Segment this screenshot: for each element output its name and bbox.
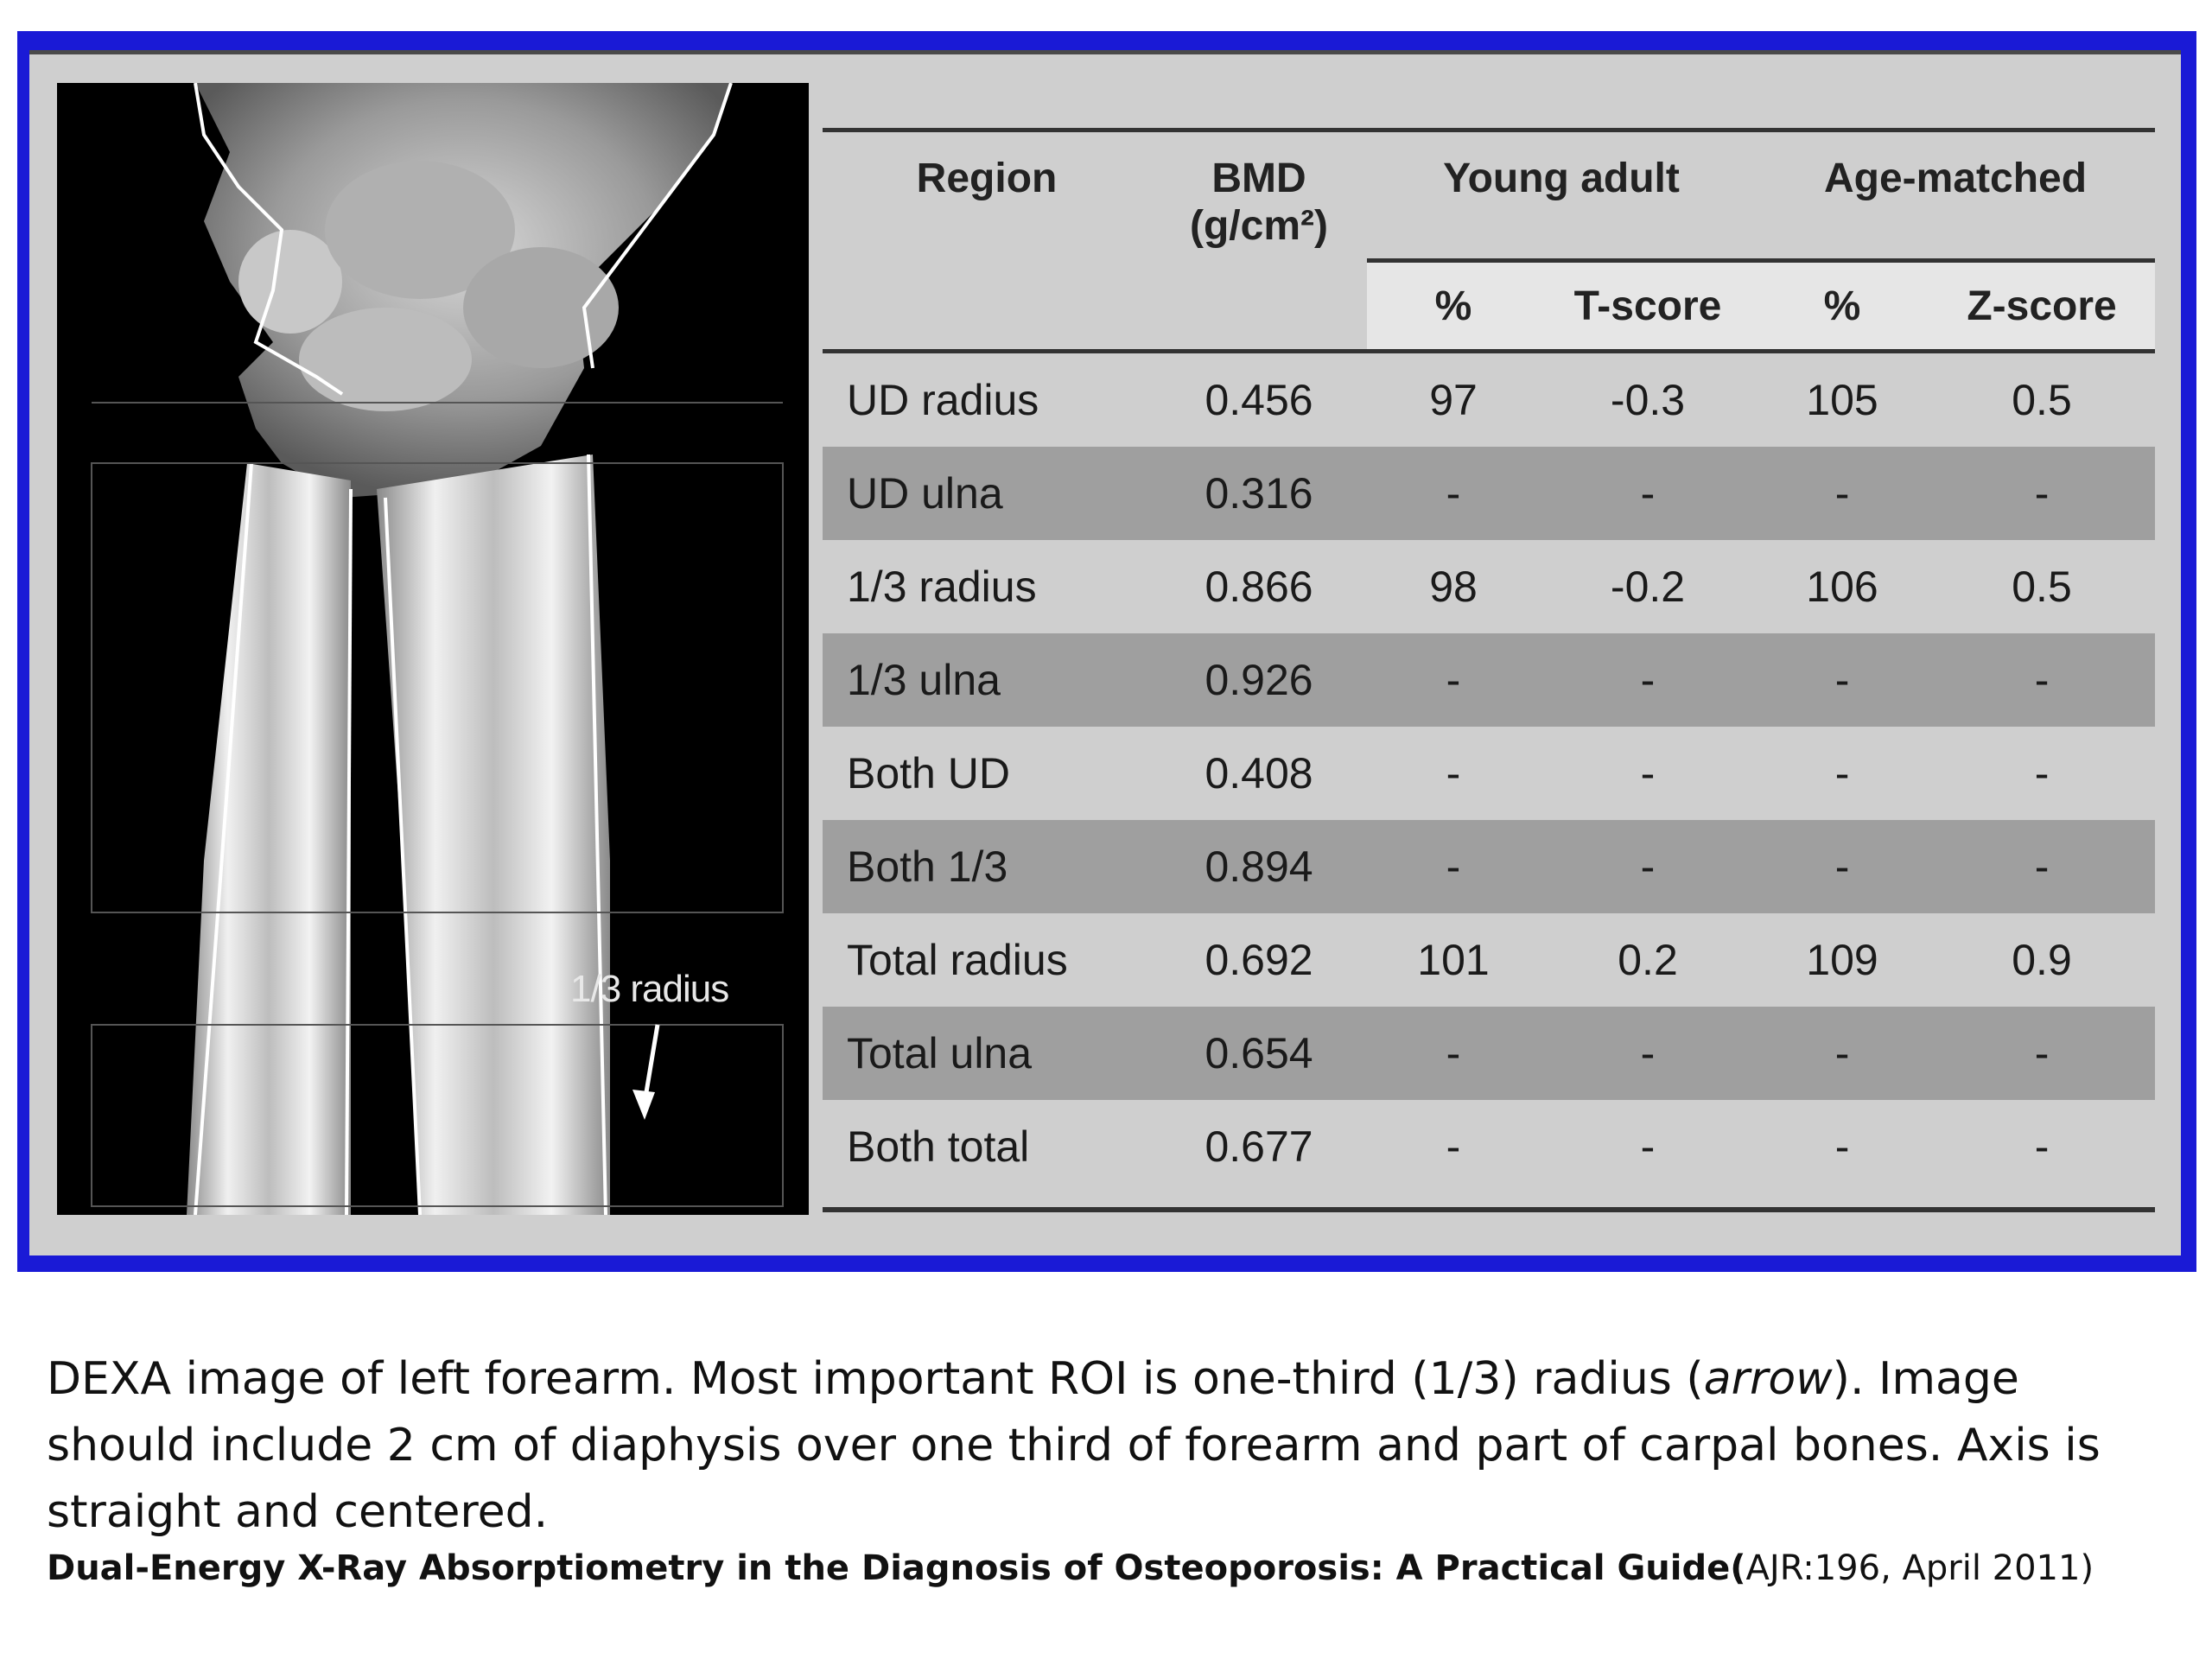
cell-ya-pct: - [1446,1122,1461,1171]
cell-tscore: - [1540,1007,1756,1100]
header-bmd-units: (g/cm²) [1190,203,1328,249]
cell-region: UD radius [847,376,1039,424]
caption-text-cont: ). Image should include 2 cm of diaphysis over one third of forearm and part of carpal bones. Axis is straight and centered. [47,1353,2101,1538]
header-zscore: Z-score [1929,261,2155,350]
cell-region: Both total [847,1122,1030,1171]
table-row [823,447,2155,540]
cell-region: Both UD [847,749,1010,798]
cell-ya-pct: - [1367,1007,1540,1100]
one-third-radius-label: 1/3 radius [570,968,729,1010]
source-citation [47,1548,2190,1588]
cell-zscore: - [1929,447,2155,540]
cell-am-pct: 109 [1806,936,1878,984]
header-age-pct: % [1756,261,1929,350]
table-row [823,913,2155,1007]
cell-am-pct: - [1834,1122,1850,1171]
cell-am-pct: - [1756,447,1929,540]
cell-am-pct: - [1756,820,1929,913]
header-tscore: T-score [1540,261,1756,350]
cell-region: 1/3 ulna [823,633,1151,727]
cell-am-pct: - [1756,633,1929,727]
table-row [823,820,2155,913]
cell-region: UD ulna [823,447,1151,540]
citation-title: Dual-Energy X-Ray Absorptiometry in the Diagnosis of Osteoporosis: A Practical Guide( [47,1548,1746,1588]
cell-bmd: 0.926 [1151,633,1367,727]
cell-am-pct: - [1756,1007,1929,1100]
header-bmd-line1: BMD [1211,156,1306,201]
cell-bmd: 0.866 [1205,563,1313,611]
table-bottom-rule [823,1207,2155,1212]
cell-bmd: 0.456 [1205,376,1313,424]
cell-bmd: 0.316 [1151,447,1367,540]
caption-arrow-word: arrow [1703,1353,1833,1405]
header-region: Region [823,130,1151,350]
table-row [823,540,2155,633]
cell-bmd: 0.408 [1205,749,1313,798]
header-young-pct: % [1367,261,1540,350]
cell-bmd: 0.677 [1205,1122,1313,1171]
cell-bmd: 0.894 [1151,820,1367,913]
cell-ya-pct: - [1367,820,1540,913]
cell-bmd: 0.654 [1151,1007,1367,1100]
cell-region: 1/3 radius [847,563,1037,611]
forearm-xray-graphic [57,83,809,1215]
header-bmd [1151,130,1367,350]
caption-text: DEXA image of left forearm. Most important ROI is one-third (1/3) radius ( [47,1353,1704,1405]
table-row [823,727,2155,820]
cell-zscore: - [1929,820,2155,913]
cell-tscore: -0.3 [1610,376,1686,424]
cell-tscore: - [1640,749,1656,798]
table-row [823,1007,2155,1100]
cell-zscore: - [1929,633,2155,727]
header-age-matched: Age-matched [1756,130,2155,261]
table-row [823,352,2155,448]
cell-am-pct: - [1834,749,1850,798]
bmd-table-body [823,352,2155,1194]
cell-region: Total radius [847,936,1068,984]
cell-ya-pct: - [1367,447,1540,540]
cell-am-pct: 106 [1806,563,1878,611]
cell-zscore: - [2034,1122,2050,1171]
cell-tscore: -0.2 [1610,563,1686,611]
figure-caption [47,1346,2172,1546]
cell-ya-pct: - [1446,749,1461,798]
cell-ya-pct: 97 [1429,376,1478,424]
header-young-adult: Young adult [1367,130,1756,261]
cell-region: Both 1/3 [823,820,1151,913]
cell-tscore: - [1540,820,1756,913]
table-row [823,1100,2155,1193]
bmd-results-table [823,128,2155,1193]
cell-tscore: 0.2 [1618,936,1678,984]
dexa-forearm-image [57,83,809,1215]
cell-zscore: - [2034,749,2050,798]
cell-ya-pct: - [1367,633,1540,727]
cell-zscore: 0.5 [2012,376,2072,424]
cell-tscore: - [1640,1122,1656,1171]
table-row [823,633,2155,727]
cell-am-pct: 105 [1806,376,1878,424]
cell-zscore: - [1929,1007,2155,1100]
cell-zscore: 0.9 [2012,936,2072,984]
citation-source: AJR:196, April 2011) [1745,1548,2094,1588]
cell-ya-pct: 98 [1429,563,1478,611]
cell-tscore: - [1540,633,1756,727]
cell-bmd: 0.692 [1205,936,1313,984]
cell-tscore: - [1540,447,1756,540]
cell-zscore: 0.5 [2012,563,2072,611]
cell-region: Total ulna [823,1007,1151,1100]
cell-ya-pct: 101 [1417,936,1490,984]
